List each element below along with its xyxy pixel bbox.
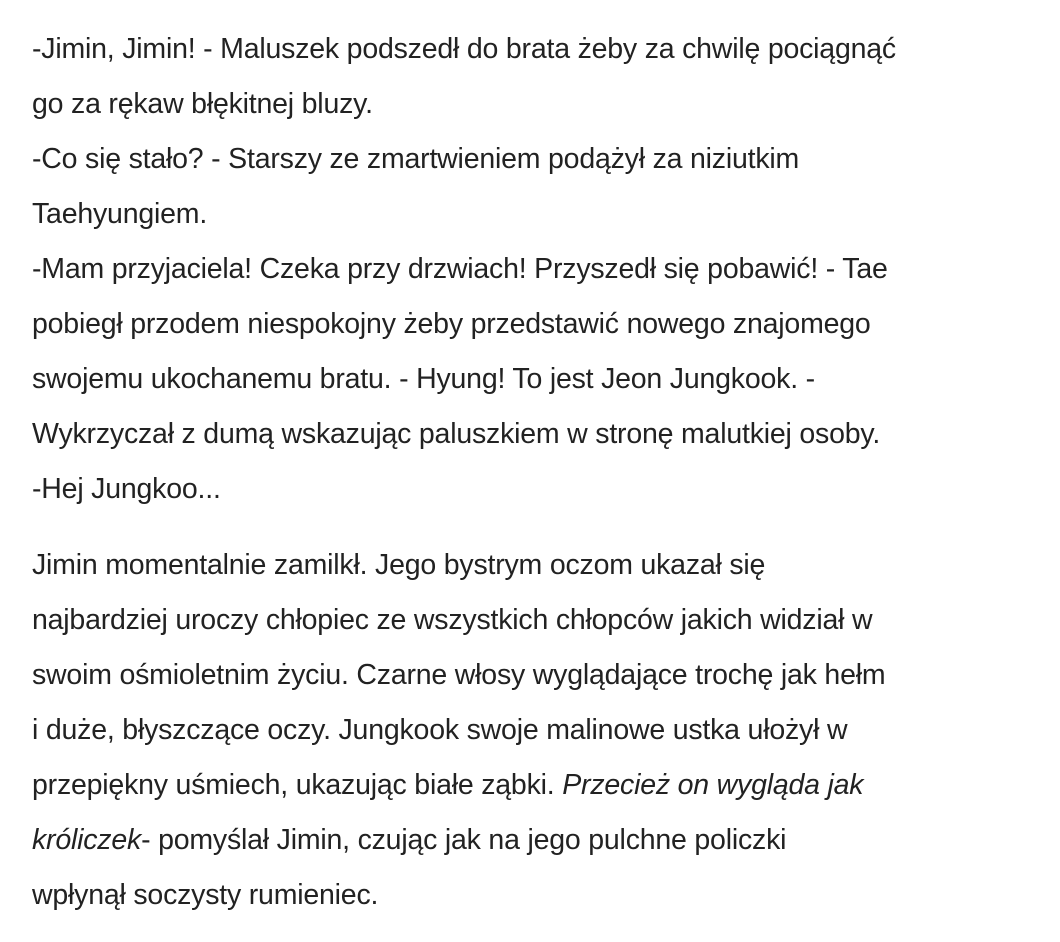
text-line: -Jimin, Jimin! - Maluszek podszedł do brata żeby za chwilę pociągnąć — [32, 33, 896, 65]
text-line: -Hej Jungkoo... — [32, 473, 221, 505]
text-run: - pomyślał Jimin, czując jak na jego pulchne policzki — [141, 824, 787, 856]
text-line: swojemu ukochanemu bratu. - Hyung! To jest Jeon Jungkook. - — [32, 363, 815, 395]
text-line: -Mam przyjaciela! Czeka przy drzwiach! Przyszedł się pobawić! - Tae — [32, 253, 888, 285]
text-line: wpłynął soczysty rumieniec. — [32, 879, 379, 911]
text-line: najbardziej uroczy chłopiec ze wszystkich chłopców jakich widział w — [32, 604, 873, 636]
story-text — [32, 22, 1032, 923]
text-line: swoim ośmioletnim życiu. Czarne włosy wyglądające trochę jak hełm — [32, 659, 886, 691]
italic-thought: króliczek — [32, 824, 142, 856]
text-run: przepiękny uśmiech, ukazując białe ząbki. — [32, 769, 563, 801]
text-line: i duże, błyszczące oczy. Jungkook swoje malinowe ustka ułożył w — [32, 714, 848, 746]
text-line: pobiegł przodem niespokojny żeby przedstawić nowego znajomego — [32, 308, 871, 340]
text-line: Jimin momentalnie zamilkł. Jego bystrym oczom ukazał się — [32, 549, 766, 581]
paragraph — [32, 22, 1032, 517]
text-line — [32, 813, 1032, 868]
text-line: -Co się stało? - Starszy ze zmartwieniem podążył za niziutkim — [32, 143, 800, 175]
paragraph — [32, 538, 1032, 923]
text-line: Wykrzyczał z dumą wskazując paluszkiem w stronę malutkiej osoby. — [32, 418, 881, 450]
text-line: go za rękaw błękitnej bluzy. — [32, 88, 373, 120]
italic-thought: Przecież on wygląda jak — [562, 769, 864, 801]
text-line — [32, 758, 1032, 813]
text-line: Taehyungiem. — [32, 198, 208, 230]
